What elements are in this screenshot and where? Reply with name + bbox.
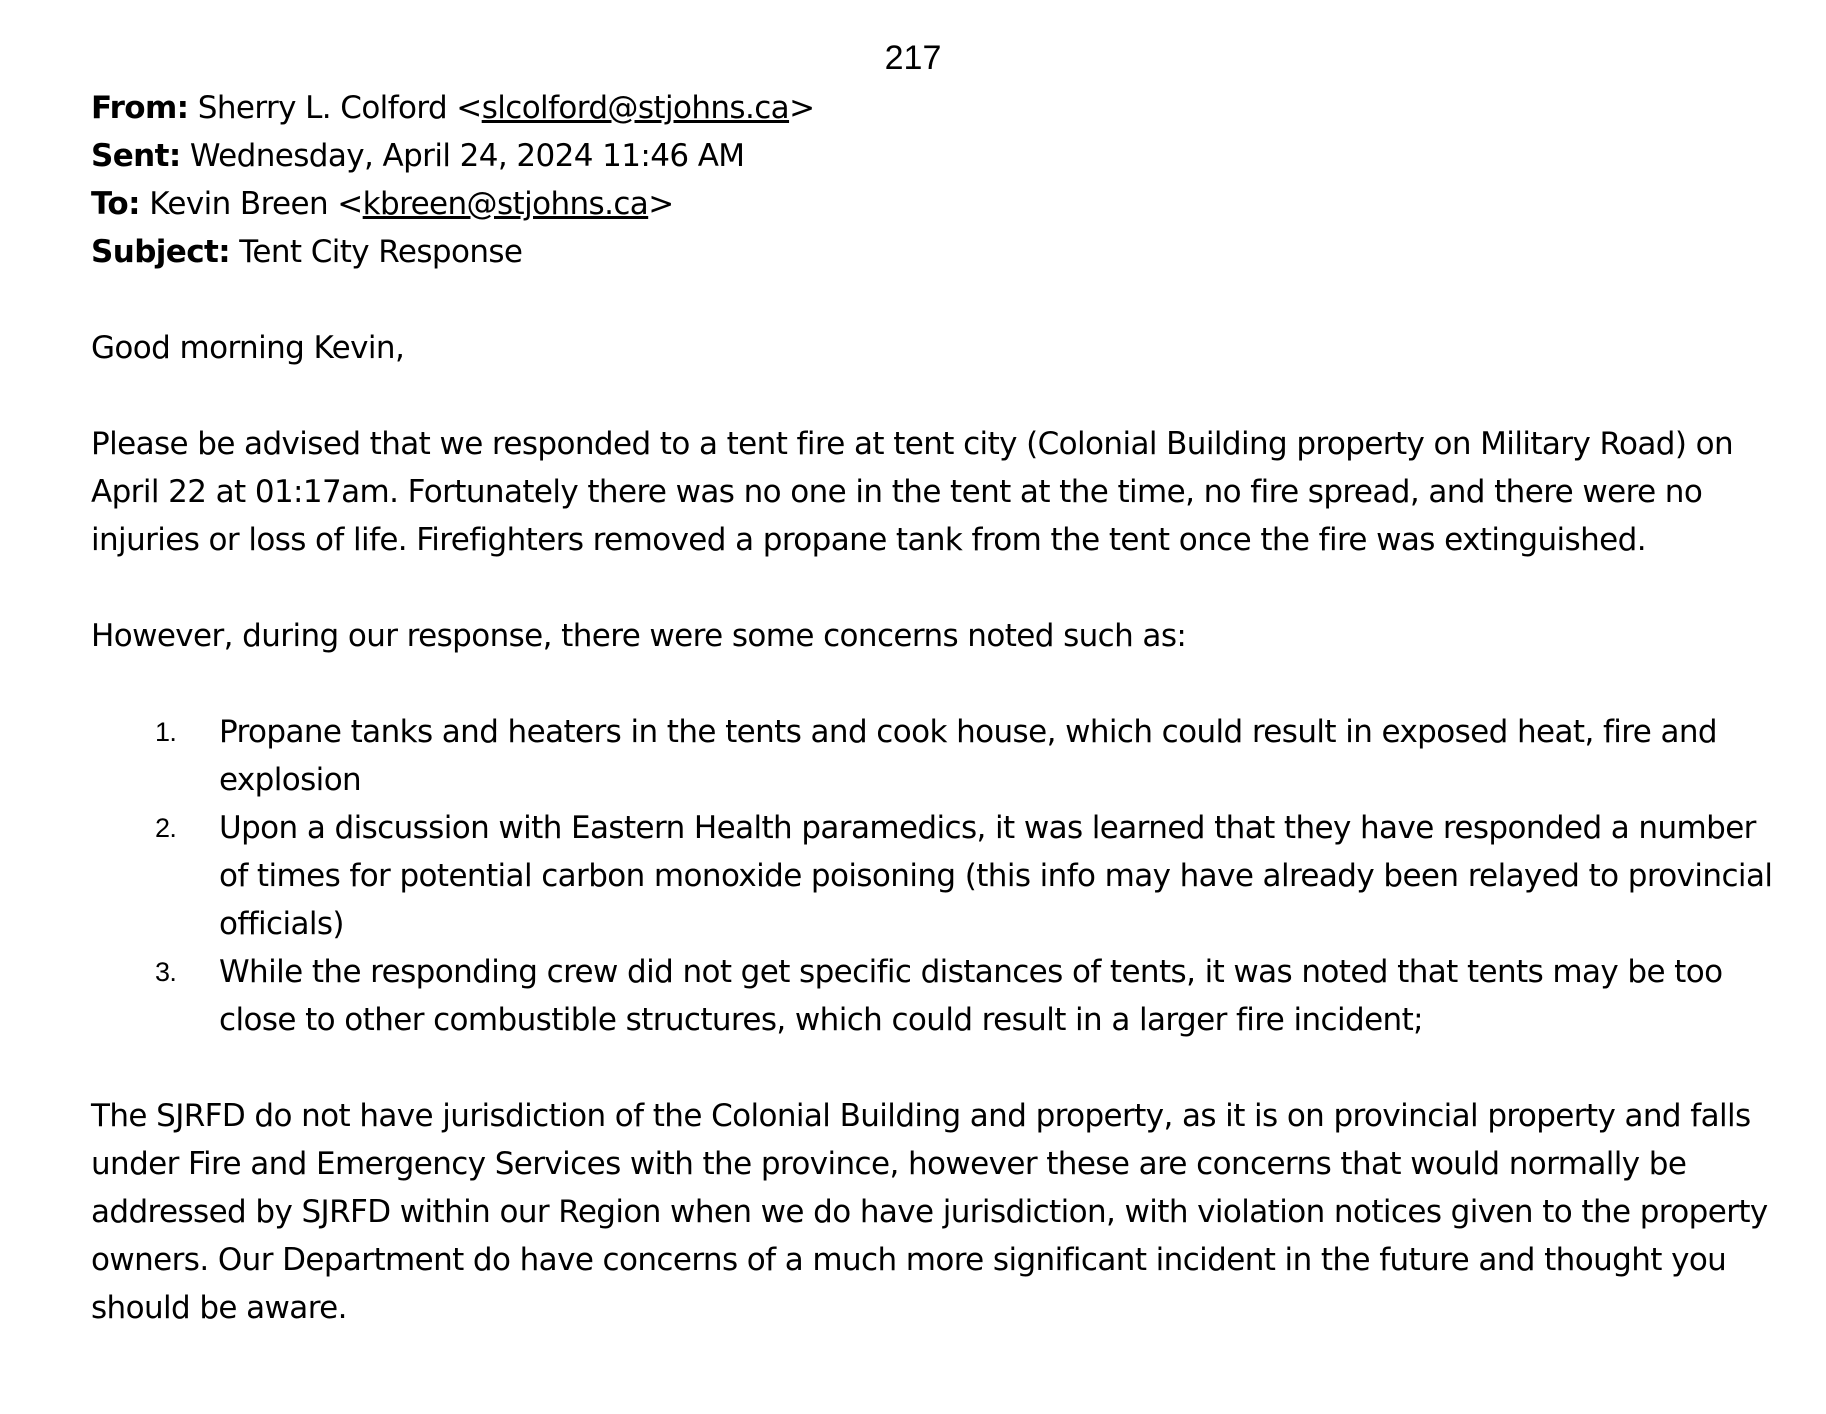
to-line [91, 180, 1791, 228]
from-name: Sherry L. Colford < [197, 90, 482, 126]
from-label: From: [91, 90, 189, 126]
list-item-text: Upon a discussion with Eastern Health paramedics, it was learned that they have responded a number of times for potential carbon monoxide poisoning (this info may have already been relayed to provincial officials) [219, 810, 1773, 942]
concern-list [91, 708, 1791, 1044]
subject-line [91, 228, 1791, 276]
from-email-close: > [789, 90, 815, 126]
greeting: Good morning Kevin, [91, 330, 405, 366]
concerns-intro: However, during our response, there were some concerns noted such as: [91, 618, 1187, 654]
to-name: Kevin Breen < [149, 186, 363, 222]
list-item [91, 708, 1791, 804]
subject-label: Subject: [91, 234, 231, 270]
to-email-link[interactable]: kbreen@stjohns.ca [362, 186, 649, 222]
list-item [91, 948, 1791, 1044]
to-label: To: [91, 186, 140, 222]
sent-label: Sent: [91, 138, 181, 174]
list-item-text: While the responding crew did not get specific distances of tents, it was noted that tents may be too close to other combustible structures, which could result in a larger fire incident; [219, 954, 1723, 1038]
to-email-close: > [648, 186, 674, 222]
from-line [91, 84, 1791, 132]
sent-line [91, 132, 1791, 180]
list-item-number: 2. [155, 813, 177, 843]
jurisdiction-paragraph: The SJRFD do not have jurisdiction of the Colonial Building and property, as it is on provincial property and falls under Fire and Emergency Services with the province, however these are concerns that would normally be addressed by SJRFD within our Region when we do have jurisdiction, with violation notices given to the property owners. Our Department do have concerns of a much more significant incident in the future and thought you should be aware. [91, 1098, 1768, 1326]
list-item-number: 1. [155, 717, 177, 747]
sent-value: Wednesday, April 24, 2024 11:46 AM [189, 138, 745, 174]
from-email-link[interactable]: slcolford@stjohns.ca [481, 90, 790, 126]
subject-value: Tent City Response [239, 234, 523, 270]
email-document [91, 84, 1791, 1332]
list-item-number: 3. [155, 957, 177, 987]
page-number: 217 [884, 39, 942, 77]
list-item [91, 804, 1791, 948]
list-item-text: Propane tanks and heaters in the tents and cook house, which could result in exposed heat, fire and explosion [219, 714, 1718, 798]
incident-paragraph: Please be advised that we responded to a tent fire at tent city (Colonial Building property on Military Road) on April 22 at 01:17am. Fortunately there was no one in the tent at the time, no fire spread, and there were no injuries or loss of life. Firefighters removed a propane tank from the tent once the fire was extinguished. [91, 426, 1733, 558]
